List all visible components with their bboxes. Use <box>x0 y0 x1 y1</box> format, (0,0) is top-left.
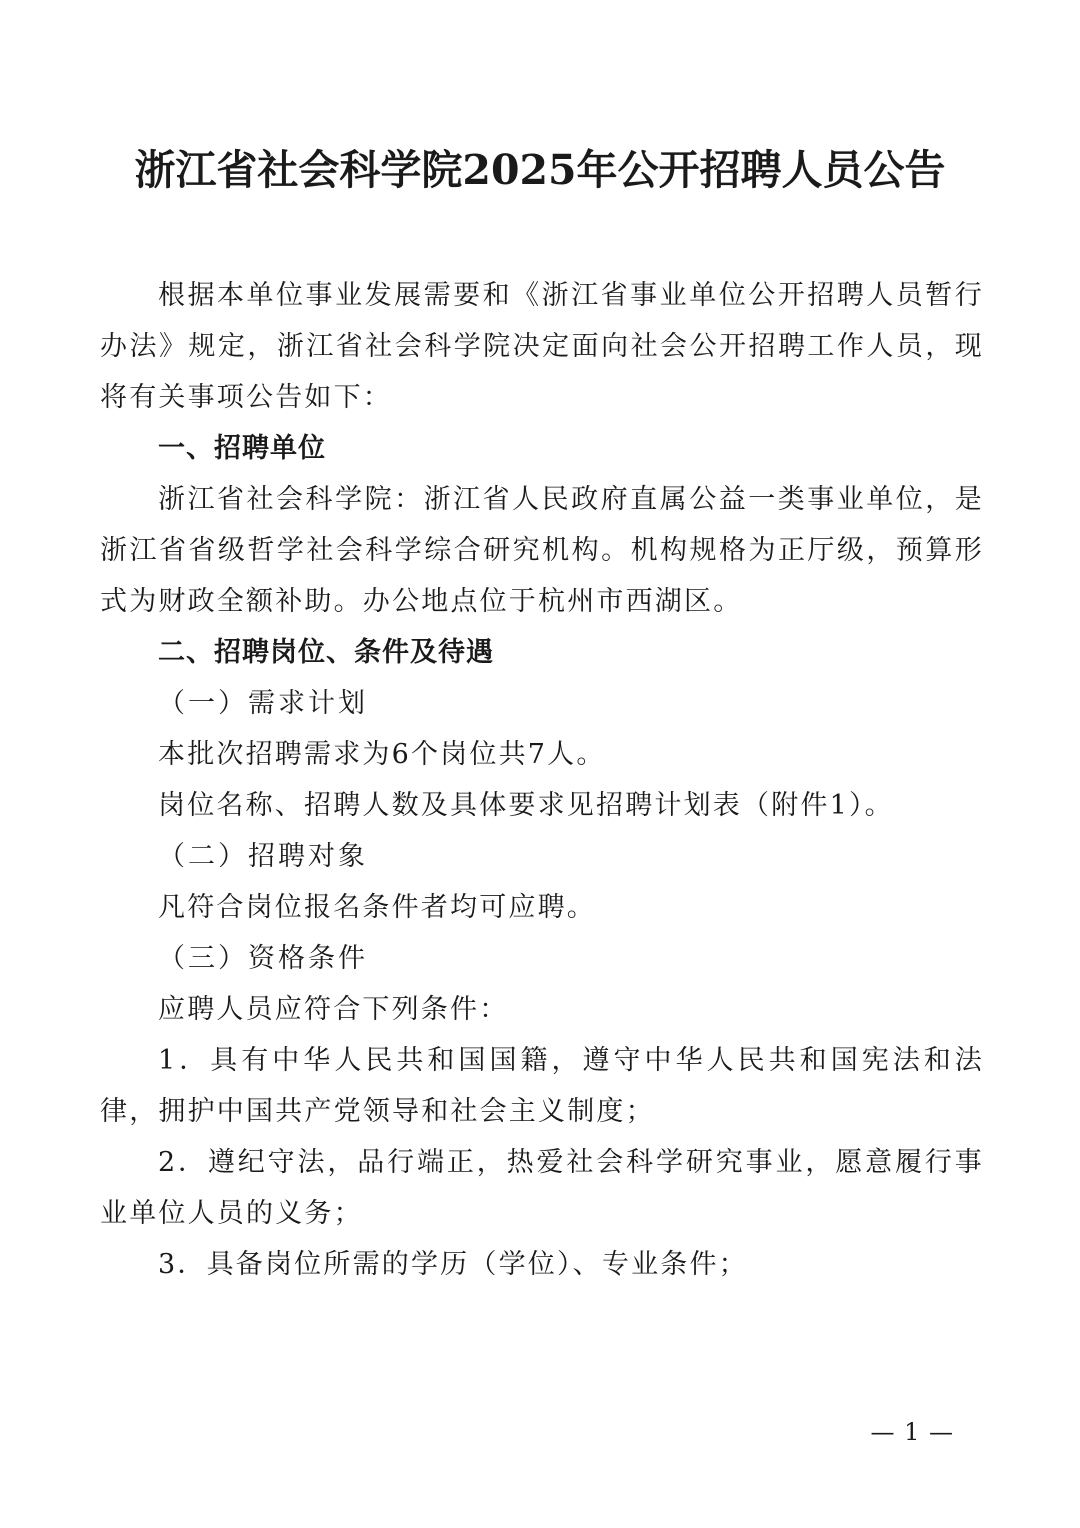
qualifications-intro: 应聘人员应符合下列条件： <box>158 994 509 1025</box>
document-body <box>100 270 984 1290</box>
demand-plan-line-1: 本批次招聘需求为6个岗位共7人。 <box>158 739 606 770</box>
qualification-item: 1．具有中华人民共和国国籍，遵守中华人民共和国宪法和法律，拥护中国共产党领导和社会主义制度； <box>100 1045 984 1127</box>
intro-paragraph: 根据本单位事业发展需要和《浙江省事业单位公开招聘人员暂行办法》规定，浙江省社会科学院决定面向社会公开招聘工作人员，现将有关事项公告如下： <box>100 280 984 413</box>
subsection-heading-recruitment-target: （二）招聘对象 <box>158 841 368 872</box>
demand-plan-line-2: 岗位名称、招聘人数及具体要求见招聘计划表（附件1）。 <box>158 790 894 821</box>
subsection-heading-qualifications: （三）资格条件 <box>158 943 368 974</box>
recruiting-unit-paragraph: 浙江省社会科学院：浙江省人民政府直属公益一类事业单位，是浙江省省级哲学社会科学综合研究机构。机构规格为正厅级，预算形式为财政全额补助。办公地点位于杭州市西湖区。 <box>100 484 984 617</box>
qualification-item: 3．具备岗位所需的学历（学位）、专业条件； <box>158 1249 748 1280</box>
qualification-item: 2．遵纪守法，品行端正，热爱社会科学研究事业，愿意履行事业单位人员的义务； <box>100 1147 984 1229</box>
section-heading-positions: 二、招聘岗位、条件及待遇 <box>158 637 494 668</box>
recruitment-target-line: 凡符合岗位报名条件者均可应聘。 <box>158 892 596 923</box>
subsection-heading-demand-plan: （一）需求计划 <box>158 688 368 719</box>
section-heading-recruiting-unit: 一、招聘单位 <box>158 433 326 464</box>
page-number: — 1 — <box>870 1418 954 1446</box>
document-title: 浙江省社会科学院2025年公开招聘人员公告 <box>134 146 946 194</box>
